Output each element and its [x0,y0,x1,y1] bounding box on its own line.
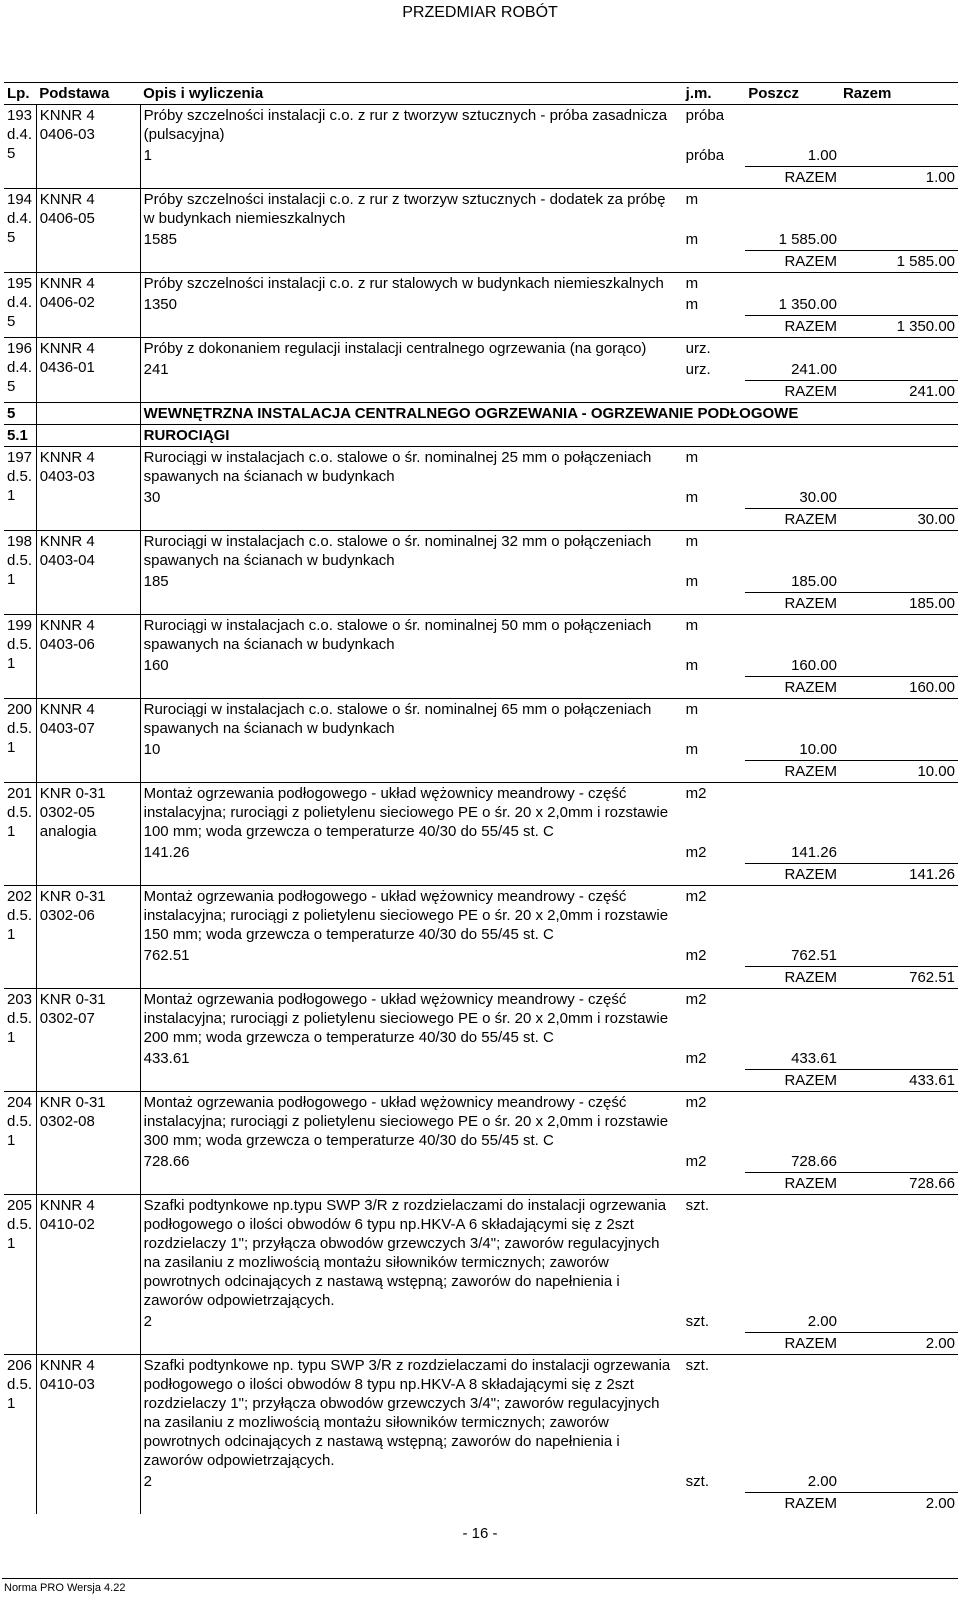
calc-row [4,294,958,316]
item-lp-line: d.5. [7,1010,33,1027]
bill-of-quantities-table [4,82,958,1514]
item-calculation: 160 [140,655,683,677]
item-lp-line: 194 [7,191,33,208]
item-calc-unit: szt. [685,1313,710,1330]
item-razem-value: 1.00 [840,167,958,189]
item-lp-line: 1 [7,823,16,840]
item-lp-line: 1 [7,1029,16,1046]
item-lp-line: 206 [7,1357,33,1374]
item-lp-line: 193 [7,107,33,124]
item-poszcz-value: 728.66 [791,1153,837,1170]
calc-row [4,1048,958,1070]
sum-row [4,1070,958,1092]
item-podstawa [36,783,140,886]
item-lp-line: 1 [7,739,16,756]
item-calculation: 762.51 [140,945,683,967]
item-lp [4,531,36,615]
sum-row [4,1333,958,1355]
item-podstawa-line: 0403-07 [39,720,95,737]
item-description: Rurociągi w instalacjach c.o. stalowe o śr. nominalnej 32 mm o połączeniach spawanych na ścianach w budynkach [140,531,683,572]
item-lp [4,447,36,531]
item-unit: m [683,189,746,230]
item-lp-line: d.5. [7,636,33,653]
razem-label: RAZEM [745,1173,840,1195]
item-calculation: 2 [140,1311,683,1333]
item-poszcz-value: 1 585.00 [778,231,837,248]
item-razem-value: 1 585.00 [840,251,958,273]
item-poszcz-value: 2.00 [807,1313,837,1330]
item-poszcz-value: 2.00 [807,1473,837,1490]
item-lp-line: 1 [7,926,16,943]
item-calculation: 241 [140,359,683,381]
item-razem-value: 30.00 [840,509,958,531]
item-lp-line: 1 [7,487,16,504]
sum-row [4,251,958,273]
item-razem-value: 160.00 [840,677,958,699]
item-podstawa [36,886,140,989]
item-lp-line: d.4. [7,126,33,143]
table-row [4,447,958,488]
item-lp [4,989,36,1092]
item-lp-line: 202 [7,888,33,905]
sum-row [4,316,958,338]
item-podstawa-line: KNR 0-31 [39,888,106,905]
item-podstawa-line: 0403-04 [39,552,95,569]
item-lp-line: 204 [7,1094,33,1111]
item-poszcz-value: 1.00 [807,147,837,164]
subsection-row [4,425,958,447]
item-unit: m2 [683,886,746,946]
item-podstawa [36,273,140,338]
item-podstawa [36,699,140,783]
item-calc-unit: m [685,489,699,506]
item-calculation: 1585 [140,229,683,251]
item-unit: m [683,273,746,295]
item-lp [4,783,36,886]
item-description: Montaż ogrzewania podłogowego - układ wężownicy meandrowy - część instalacyjna; rurociągi z polietylenu sieciowego PE o śr. 20 x 2,0mm i rozstawie 150 mm; woda grzewcza o temperaturze 40/30 do 55/45 st. C [140,886,683,946]
item-poszcz-value: 762.51 [791,947,837,964]
item-lp-line: 1 [7,1235,16,1252]
item-lp [4,699,36,783]
item-lp-line: 198 [7,533,33,550]
page-number: - 16 - [462,1525,498,1542]
item-poszcz-value: 141.26 [791,844,837,861]
item-lp-line: 5 [7,313,16,330]
item-razem-value: 2.00 [840,1333,958,1355]
item-unit: m2 [683,989,746,1049]
table-row [4,783,958,843]
sum-row [4,967,958,989]
footer-software-version: Norma PRO Wersja 4.22 [4,1582,126,1594]
header-opis: Opis i wyliczenia [140,83,683,105]
calc-row [4,1311,958,1333]
item-lp-line: d.4. [7,210,33,227]
razem-label: RAZEM [745,1493,840,1515]
razem-label: RAZEM [745,167,840,189]
section-row [4,403,958,425]
calc-row [4,229,958,251]
item-podstawa-line: 0406-03 [39,126,95,143]
item-calc-unit: m [685,296,699,313]
item-razem-value: 185.00 [840,593,958,615]
item-podstawa-line: 0302-08 [39,1113,95,1130]
item-lp-line: 203 [7,991,33,1008]
item-lp [4,1092,36,1195]
item-calc-unit: m [685,573,699,590]
sum-row [4,509,958,531]
sum-row [4,167,958,189]
item-podstawa-line: 0410-02 [39,1216,95,1233]
item-lp-line: d.5. [7,552,33,569]
item-podstawa-line: KNR 0-31 [39,1094,106,1111]
calc-row [4,571,958,593]
item-podstawa-line: KNNR 4 [39,701,95,718]
table-header-row [4,83,958,105]
footer-divider [2,1578,958,1579]
item-unit: m [683,531,746,572]
subsection-number: 5.1 [4,425,36,447]
sum-row [4,761,958,783]
header-jm: j.m. [683,83,746,105]
item-lp-line: d.5. [7,907,33,924]
item-podstawa [36,105,140,189]
item-podstawa-line: 0410-03 [39,1376,95,1393]
table-row [4,273,958,295]
table-row [4,105,958,146]
table-row [4,338,958,360]
calc-row [4,359,958,381]
razem-label: RAZEM [745,509,840,531]
item-calc-unit: szt. [685,1473,710,1490]
section-title: WEWNĘTRZNA INSTALACJA CENTRALNEGO OGRZEWANIA - OGRZEWANIE PODŁOGOWE [140,403,958,425]
item-podstawa-line: KNNR 4 [39,107,95,124]
item-lp-line: d.5. [7,1216,33,1233]
item-description: Montaż ogrzewania podłogowego - układ wężownicy meandrowy - część instalacyjna; rurociągi z polietylenu sieciowego PE o śr. 20 x 2,0mm i rozstawie 100 mm; woda grzewcza o temperaturze 40/30 do 55/45 st. C [140,783,683,843]
item-podstawa-line: 0403-06 [39,636,95,653]
item-lp-line: 1 [7,1132,16,1149]
item-unit: urz. [683,338,746,360]
item-description: Montaż ogrzewania podłogowego - układ wężownicy meandrowy - część instalacyjna; rurociągi z polietylenu sieciowego PE o śr. 20 x 2,0mm i rozstawie 200 mm; woda grzewcza o temperaturze 40/30 do 55/45 st. C [140,989,683,1049]
razem-label: RAZEM [745,593,840,615]
header-podstawa: Podstawa [36,83,140,105]
item-calc-unit: próba [685,147,725,164]
item-poszcz-value: 30.00 [799,489,837,506]
sum-row [4,381,958,403]
item-lp [4,1355,36,1515]
item-calc-unit: m2 [685,844,707,861]
item-poszcz-value: 10.00 [799,741,837,758]
calc-row [4,655,958,677]
item-podstawa-line: KNR 0-31 [39,991,106,1008]
item-lp-line: 1 [7,571,16,588]
item-podstawa [36,1195,140,1355]
item-lp-line: 197 [7,449,33,466]
item-calculation: 728.66 [140,1151,683,1173]
razem-label: RAZEM [745,1070,840,1092]
item-podstawa-line: KNNR 4 [39,1357,95,1374]
item-lp-line: 5 [7,145,16,162]
item-lp-line: d.4. [7,359,33,376]
item-description: Rurociągi w instalacjach c.o. stalowe o śr. nominalnej 50 mm o połączeniach spawanych na ścianach w budynkach [140,615,683,656]
item-lp-line: d.5. [7,468,33,485]
item-lp-line: d.5. [7,1376,33,1393]
item-razem-value: 241.00 [840,381,958,403]
item-poszcz-value: 1 350.00 [778,296,837,313]
item-podstawa-line: KNNR 4 [39,617,95,634]
item-unit: m2 [683,783,746,843]
item-podstawa-line: KNNR 4 [39,1197,95,1214]
subsection-title: RUROCIĄGI [140,425,958,447]
item-calculation: 1350 [140,294,683,316]
item-podstawa [36,447,140,531]
item-calculation: 30 [140,487,683,509]
item-podstawa-line: 0436-01 [39,359,95,376]
item-podstawa-line: KNNR 4 [39,533,95,550]
item-calc-unit: m2 [685,947,707,964]
table-row [4,1355,958,1472]
table-row [4,531,958,572]
item-lp-line: 195 [7,275,33,292]
item-lp [4,1195,36,1355]
item-podstawa-line: 0406-02 [39,294,95,311]
item-lp-line: 1 [7,655,16,672]
item-calculation: 185 [140,571,683,593]
item-lp-line: 201 [7,785,33,802]
table-row [4,1195,958,1312]
item-lp [4,273,36,338]
item-podstawa [36,189,140,273]
item-poszcz-value: 241.00 [791,361,837,378]
item-lp-line: d.4. [7,294,33,311]
item-lp-line: 1 [7,1395,16,1412]
item-lp [4,338,36,403]
table-row [4,699,958,740]
item-calculation: 2 [140,1471,683,1493]
item-podstawa-line: 0302-07 [39,1010,95,1027]
calc-row [4,842,958,864]
item-unit: próba [683,105,746,146]
item-podstawa-line: 0302-05 [39,804,95,821]
section-number: 5 [4,403,36,425]
item-description: Próby szczelności instalacji c.o. z rur z tworzyw sztucznych - próba zasadnicza (pulsacyjna) [140,105,683,146]
table-row [4,886,958,946]
calc-row [4,1471,958,1493]
item-podstawa-line: 0406-05 [39,210,95,227]
item-lp-line: 205 [7,1197,33,1214]
razem-label: RAZEM [745,1333,840,1355]
item-lp-line: d.5. [7,1113,33,1130]
item-podstawa-line: 0403-03 [39,468,95,485]
item-calculation: 10 [140,739,683,761]
item-razem-value: 2.00 [840,1493,958,1515]
item-lp [4,105,36,189]
page-title: PRZEDMIAR ROBÓT [402,4,558,21]
item-podstawa-line: KNNR 4 [39,449,95,466]
item-lp-line: 196 [7,340,33,357]
item-podstawa [36,1355,140,1515]
item-description: Próby szczelności instalacji c.o. z rur stalowych w budynkach niemieszkalnych [140,273,683,295]
item-description: Próby z dokonaniem regulacji instalacji centralnego ogrzewania (na gorąco) [140,338,683,360]
item-lp-line: 5 [7,378,16,395]
item-description: Szafki podtynkowe np.typu SWP 3/R z rozdzielaczami do instalacji ogrzewania podłogowego o ilości obwodów 6 typu np.HKV-A 6 składającymi się z 2szt rozdzielaczy 1"; przyłącza obwodów grzewczych 3/4"; zaworów regulacyjnych na zasilaniu z mozliwością montażu siłowników termicznych; zaworów powrotnych odcinających z nastawą wstępną; zaworów do napełnienia i zaworów odpowietrzających. [140,1195,683,1312]
item-razem-value: 10.00 [840,761,958,783]
header-lp: Lp. [4,83,36,105]
sum-row [4,593,958,615]
item-lp-line: d.5. [7,720,33,737]
item-calculation: 1 [140,145,683,167]
item-description: Szafki podtynkowe np. typu SWP 3/R z rozdzielaczami do instalacji ogrzewania podłogowego o ilości obwodów 8 typu np.HKV-A 8 składającymi się z 2szt rozdzielaczy 1"; przyłącza obwodów grzewczych 3/4"; zaworów regulacyjnych na zasilaniu z mozliwością montażu siłowników termicznych; zaworów powrotnych odcinających z nastawą wstępną; zaworów do napełnienia i zaworów odpowietrzających. [140,1355,683,1472]
item-description: Rurociągi w instalacjach c.o. stalowe o śr. nominalnej 65 mm o połączeniach spawanych na ścianach w budynkach [140,699,683,740]
table-row [4,989,958,1049]
item-podstawa [36,338,140,403]
sum-row [4,677,958,699]
header-razem: Razem [840,83,958,105]
item-lp [4,189,36,273]
item-calc-unit: m2 [685,1153,707,1170]
item-podstawa-line: KNNR 4 [39,191,95,208]
item-lp [4,886,36,989]
razem-label: RAZEM [745,677,840,699]
item-podstawa [36,989,140,1092]
item-razem-value: 762.51 [840,967,958,989]
calc-row [4,1151,958,1173]
item-razem-value: 433.61 [840,1070,958,1092]
item-podstawa-line: KNNR 4 [39,275,95,292]
item-podstawa-line: KNR 0-31 [39,785,106,802]
table-row [4,189,958,230]
sum-row [4,1493,958,1515]
calc-row [4,145,958,167]
item-lp-line: 5 [7,229,16,246]
item-podstawa-line: KNNR 4 [39,340,95,357]
item-calc-unit: m [685,657,699,674]
item-description: Próby szczelności instalacji c.o. z rur z tworzyw sztucznych - dodatek za próbę w budynkach niemieszkalnych [140,189,683,230]
razem-label: RAZEM [745,967,840,989]
item-calc-unit: m [685,231,699,248]
item-razem-value: 728.66 [840,1173,958,1195]
item-poszcz-value: 185.00 [791,573,837,590]
item-lp-line: 200 [7,701,33,718]
item-unit: m2 [683,1092,746,1152]
item-podstawa [36,531,140,615]
item-calculation: 433.61 [140,1048,683,1070]
item-lp-line: d.5. [7,804,33,821]
item-razem-value: 1 350.00 [840,316,958,338]
razem-label: RAZEM [745,864,840,886]
sum-row [4,1173,958,1195]
item-calc-unit: urz. [685,361,711,378]
item-poszcz-value: 433.61 [791,1050,837,1067]
header-poszcz: Poszcz [745,83,840,105]
item-unit: m [683,447,746,488]
razem-label: RAZEM [745,251,840,273]
item-razem-value: 141.26 [840,864,958,886]
item-poszcz-value: 160.00 [791,657,837,674]
razem-label: RAZEM [745,316,840,338]
item-unit: szt. [683,1355,746,1472]
item-calc-unit: m2 [685,1050,707,1067]
item-description: Rurociągi w instalacjach c.o. stalowe o śr. nominalnej 25 mm o połączeniach spawanych na ścianach w budynkach [140,447,683,488]
calc-row [4,945,958,967]
item-lp [4,615,36,699]
table-row [4,615,958,656]
calc-row [4,487,958,509]
item-podstawa-line: 0302-06 [39,907,95,924]
razem-label: RAZEM [745,381,840,403]
item-unit: m [683,699,746,740]
item-calculation: 141.26 [140,842,683,864]
item-lp-line: 199 [7,617,33,634]
item-description: Montaż ogrzewania podłogowego - układ wężownicy meandrowy - część instalacyjna; rurociągi z polietylenu sieciowego PE o śr. 20 x 2,0mm i rozstawie 300 mm; woda grzewcza o temperaturze 40/30 do 55/45 st. C [140,1092,683,1152]
item-unit: m [683,615,746,656]
calc-row [4,739,958,761]
item-podstawa-line: analogia [39,823,97,840]
razem-label: RAZEM [745,761,840,783]
sum-row [4,864,958,886]
item-unit: szt. [683,1195,746,1312]
item-podstawa [36,615,140,699]
item-podstawa [36,1092,140,1195]
item-calc-unit: m [685,741,699,758]
table-row [4,1092,958,1152]
